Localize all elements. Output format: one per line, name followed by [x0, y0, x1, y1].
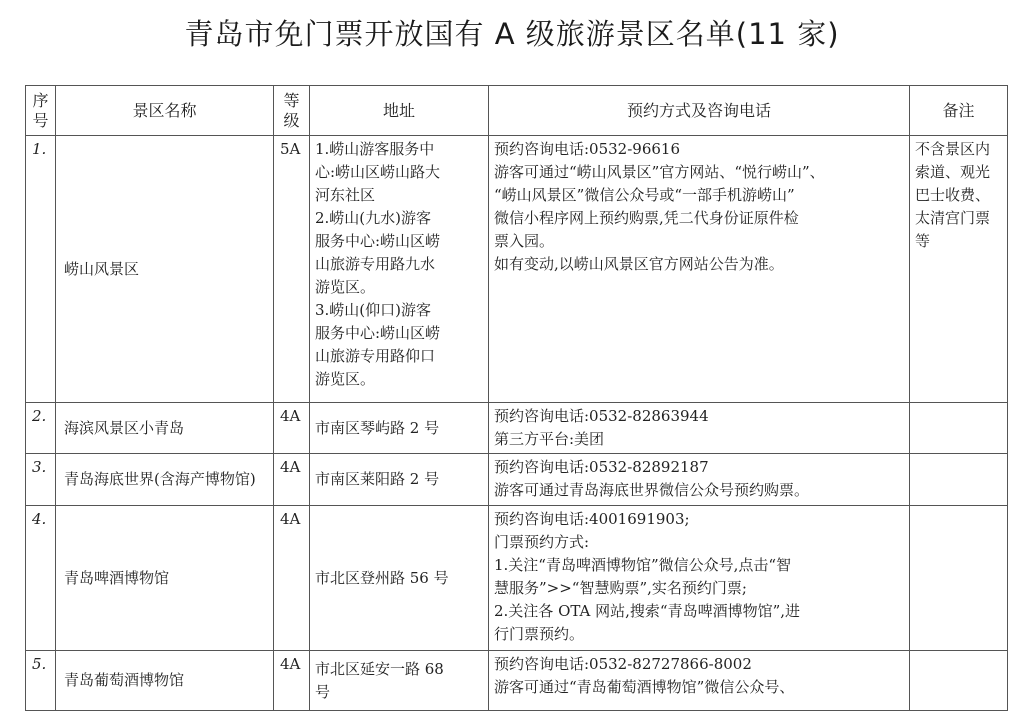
booking-info-line: 微信小程序网上预约购票,凭二代身份证原件检: [494, 209, 799, 227]
booking-info-line: 票入园。: [494, 232, 555, 250]
scenic-address: [310, 136, 489, 403]
scenic-name: 海滨风景区小青岛: [56, 403, 274, 454]
note-cell: [910, 651, 1008, 711]
scenic-address-line: 3.崂山(仰口)游客: [315, 301, 432, 319]
booking-info-line: 2.关注各 OTA 网站,搜索“青岛啤酒博物馆”,进: [494, 602, 801, 620]
table-row: [26, 136, 1008, 403]
booking-info-line: 游客可通过青岛海底世界微信公众号预约购票。: [494, 481, 810, 499]
scenic-address-line: 游览区。: [315, 278, 376, 296]
scenic-address-line: 市北区延安一路 68: [315, 659, 444, 678]
header-name: 景区名称: [56, 86, 274, 136]
table-row: [26, 403, 1008, 454]
scenic-level: 4A: [274, 454, 310, 506]
table-header-row: [26, 86, 1008, 136]
header-no: 序号: [26, 86, 56, 136]
scenic-address: [310, 454, 489, 506]
scenic-address-line: 1.崂山游客服务中: [315, 140, 435, 158]
scenic-address-line: 服务中心:崂山区崂: [315, 232, 441, 250]
booking-info-line: “崂山风景区”微信公众号或“一部手机游崂山”: [494, 186, 795, 204]
page-title: 青岛市免门票开放国有 A 级旅游景区名单(11 家): [184, 17, 840, 51]
scenic-area-table: [25, 85, 1008, 711]
row-number: 2.: [26, 403, 56, 454]
scenic-level: 5A: [274, 136, 310, 403]
scenic-name: 青岛啤酒博物馆: [56, 506, 274, 651]
scenic-address-line: 游览区。: [315, 370, 376, 388]
scenic-address: [310, 506, 489, 651]
header-level: 等级: [274, 86, 310, 136]
scenic-address-line: 市南区琴屿路 2 号: [315, 418, 440, 437]
booking-info: [489, 651, 910, 711]
booking-info-line: 慧服务”>>“智慧购票”,实名预约门票;: [494, 579, 747, 597]
note-cell: [910, 454, 1008, 506]
table-row: [26, 651, 1008, 711]
scenic-address-line: 2.崂山(九水)游客: [315, 209, 432, 227]
table-row: [26, 454, 1008, 506]
note-cell: [910, 506, 1008, 651]
booking-info-line: 游客可通过“崂山风景区”官方网站、“悦行崂山”、: [494, 163, 825, 181]
scenic-level: 4A: [274, 651, 310, 711]
row-number: 3.: [26, 454, 56, 506]
header-booking: 预约方式及咨询电话: [489, 86, 910, 136]
scenic-address: [310, 403, 489, 454]
booking-info-line: 预约咨询电话:0532-96616: [494, 140, 681, 158]
scenic-address-line: 山旅游专用路仰口: [315, 347, 436, 365]
row-number: 4.: [26, 506, 56, 651]
booking-info: [489, 136, 910, 403]
scenic-address-line: 号: [315, 682, 331, 701]
note-cell-line: 索道、观光: [915, 163, 991, 181]
booking-info-line: 行门票预约。: [494, 625, 585, 643]
booking-info-line: 预约咨询电话:0532-82892187: [494, 458, 709, 476]
booking-info-line: 如有变动,以崂山风景区官方网站公告为准。: [494, 255, 784, 273]
scenic-name: 崂山风景区: [56, 136, 274, 403]
note-cell-line: 太清宫门票: [915, 209, 991, 227]
scenic-level: 4A: [274, 403, 310, 454]
scenic-address-line: 服务中心:崂山区崂: [315, 324, 441, 342]
booking-info-line: 第三方平台:美团: [494, 430, 605, 448]
note-cell-line: 不含景区内: [915, 140, 991, 158]
scenic-address-line: 市北区登州路 56 号: [315, 568, 449, 587]
booking-info-line: 预约咨询电话:0532-82727866-8002: [494, 655, 752, 673]
table-row: [26, 506, 1008, 651]
scenic-level: 4A: [274, 506, 310, 651]
note-cell-line: 等: [915, 232, 931, 250]
header-note: 备注: [910, 86, 1008, 136]
scenic-address-line: 河东社区: [315, 186, 376, 204]
booking-info-line: 预约咨询电话:0532-82863944: [494, 407, 709, 425]
scenic-address-line: 心:崂山区崂山路大: [315, 163, 441, 181]
booking-info: [489, 506, 910, 651]
note-cell: [910, 403, 1008, 454]
row-number: 1.: [26, 136, 56, 403]
booking-info-line: 1.关注“青岛啤酒博物馆”微信公众号,点击“智: [494, 556, 792, 574]
scenic-address: [310, 651, 489, 711]
scenic-name: 青岛葡萄酒博物馆: [56, 651, 274, 711]
booking-info: [489, 454, 910, 506]
note-cell: [910, 136, 1008, 403]
booking-info: [489, 403, 910, 454]
booking-info-line: 门票预约方式:: [494, 533, 590, 551]
row-number: 5.: [26, 651, 56, 711]
booking-info-line: 预约咨询电话:4001691903;: [494, 510, 690, 528]
note-cell-line: 巴士收费、: [915, 186, 991, 204]
scenic-address-line: 市南区莱阳路 2 号: [315, 470, 440, 488]
header-address: 地址: [310, 86, 489, 136]
booking-info-line: 游客可通过“青岛葡萄酒博物馆”微信公众号、: [494, 678, 795, 696]
scenic-address-line: 山旅游专用路九水: [315, 255, 436, 273]
scenic-name: 青岛海底世界(含海产博物馆): [56, 454, 274, 506]
